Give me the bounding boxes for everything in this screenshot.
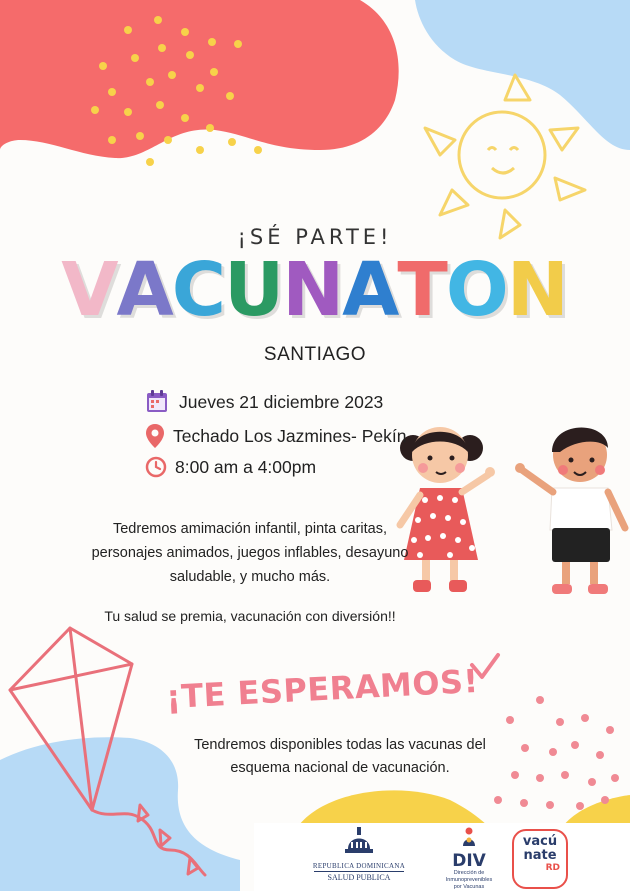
sun-icon xyxy=(425,75,585,238)
title-letter: T xyxy=(397,247,448,333)
div-sub1: Dirección de Inmunoprevenibles xyxy=(445,870,493,883)
event-time: 8:00 am a 4:00pm xyxy=(175,456,317,477)
description-line: Tedremos amimación infantil, pinta caritas, xyxy=(112,521,387,537)
event-date: Jueves 21 diciembre 2023 xyxy=(179,391,384,412)
title-letter: C xyxy=(171,247,227,333)
time-row xyxy=(145,456,316,478)
dome-icon xyxy=(339,825,379,857)
event-location: Techado Los Jazmines- Pekín xyxy=(173,425,407,446)
description-line: saludable, y mucho más. xyxy=(169,569,331,585)
pink-dots xyxy=(494,696,619,810)
div-sub2: por Vacunas xyxy=(453,884,485,890)
vacunate-line3: RD xyxy=(545,863,560,873)
closing-headline: ¡TE ESPERAMOS! xyxy=(165,661,480,717)
location-row xyxy=(145,423,406,449)
title-letter: A xyxy=(116,247,174,333)
title-letter: N xyxy=(282,247,345,333)
event-city: SANTIAGO xyxy=(263,344,367,365)
vaccines-line: Tendremos disponibles todas las vacunas del xyxy=(194,737,486,753)
clock-icon xyxy=(145,456,167,478)
description xyxy=(40,517,460,589)
blue-blob-top xyxy=(415,0,630,150)
vaccines-note xyxy=(170,734,510,780)
vaccines-line: esquema nacional de vacunación. xyxy=(230,760,450,776)
event-title xyxy=(0,247,630,333)
vacunate-logo xyxy=(512,829,568,889)
title-letter: A xyxy=(342,247,400,333)
footer-logos xyxy=(254,823,630,891)
title-letter: N xyxy=(506,247,569,333)
title-letter: V xyxy=(61,247,119,333)
vacunate-line2: nate xyxy=(523,848,557,863)
family-icon xyxy=(460,827,478,847)
ministry-logo xyxy=(294,825,424,882)
title-letter: O xyxy=(445,247,509,333)
description-line: personajes animados, juegos inflables, desayuno xyxy=(91,545,409,561)
calendar-icon xyxy=(145,389,171,415)
tagline: Tu salud se premia, vacunación con diversión!! xyxy=(104,608,396,624)
boy-illustration xyxy=(515,427,625,594)
ministry-line2: SALUD PUBLICA xyxy=(314,871,404,882)
date-row xyxy=(145,389,383,415)
div-logo xyxy=(432,827,506,891)
pink-blob xyxy=(0,0,399,158)
div-label: DIV xyxy=(452,851,486,871)
title-letter: U xyxy=(224,247,285,333)
vacunate-line1: vacú xyxy=(522,834,558,849)
kicker-text: ¡SÉ PARTE! xyxy=(237,225,393,249)
ministry-line1: REPUBLICA DOMINICANA xyxy=(312,862,406,870)
location-pin-icon xyxy=(145,423,165,449)
